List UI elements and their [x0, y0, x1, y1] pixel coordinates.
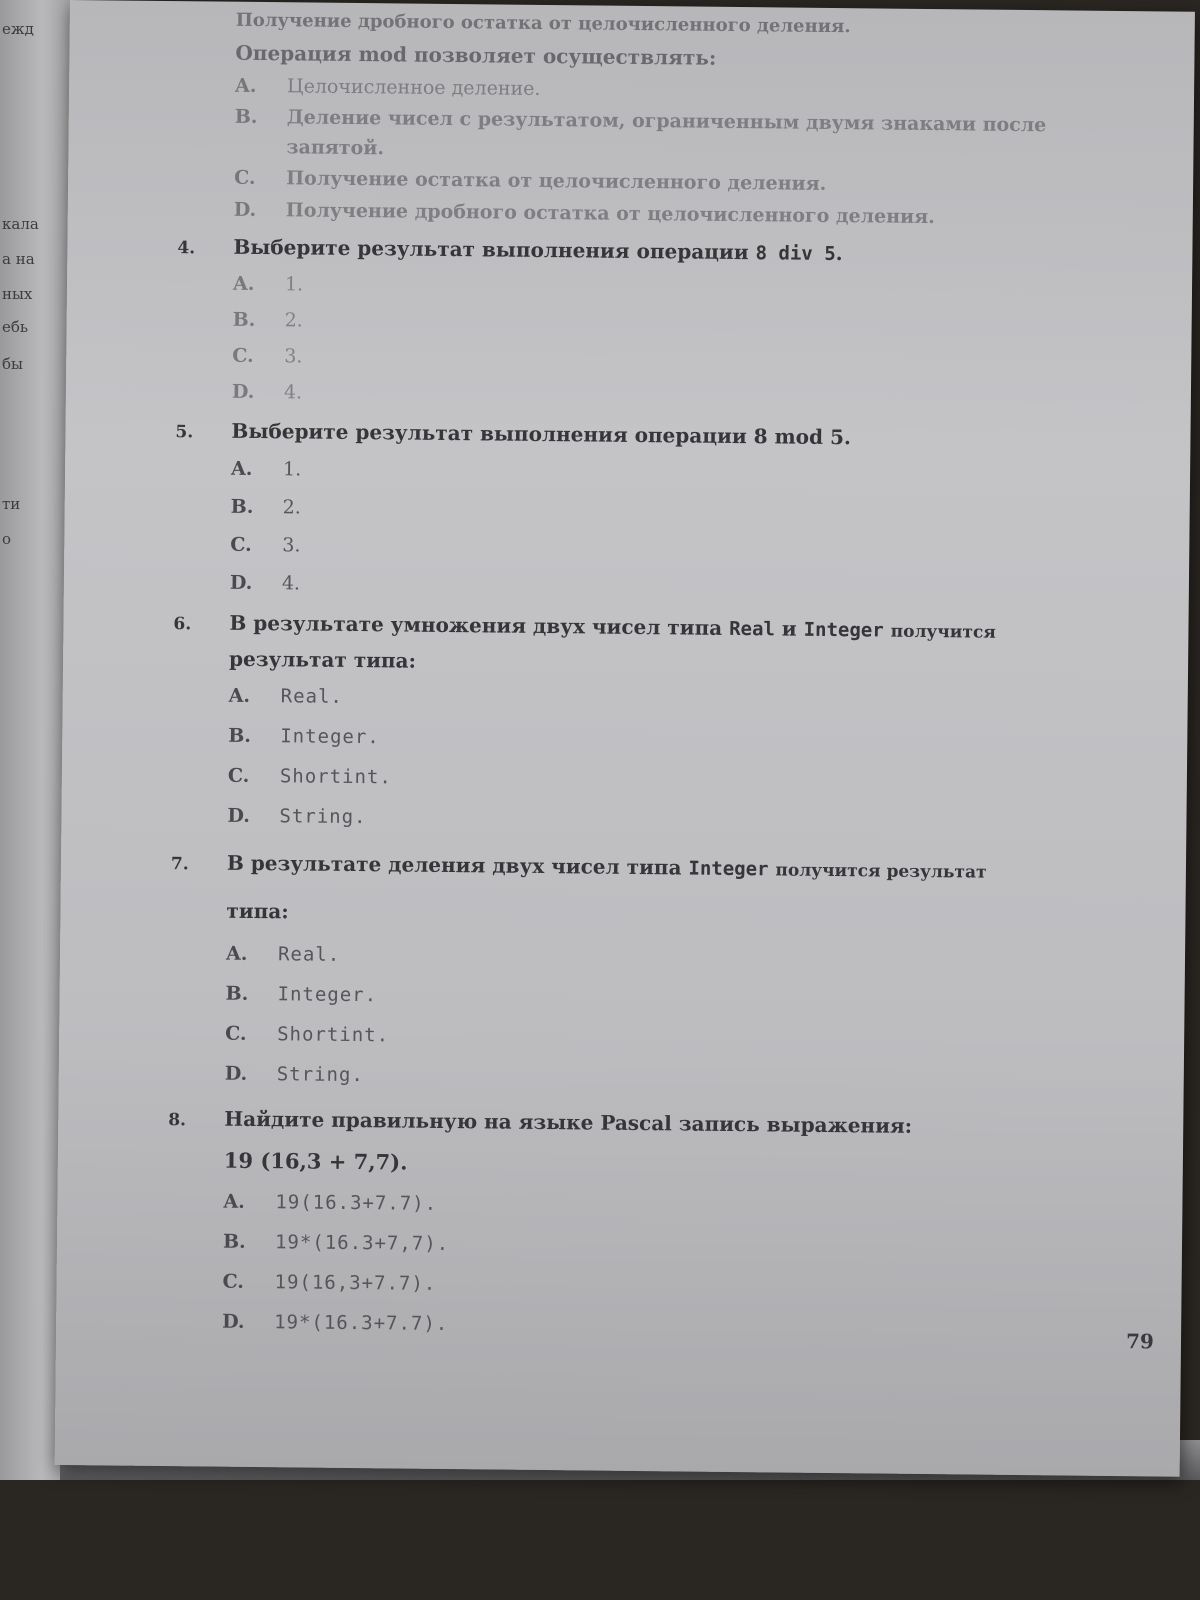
question-text-part: получится результат — [775, 860, 987, 883]
left-page-fragment: ти — [2, 495, 21, 513]
type-name: Real — [729, 617, 776, 641]
question-number: 6. — [173, 614, 192, 635]
option-letter: A. — [225, 942, 248, 965]
question-number: 5. — [175, 422, 194, 443]
option-letter: B. — [230, 495, 254, 518]
question-5 — [174, 413, 1056, 610]
question-text-part: результат типа: — [228, 646, 417, 673]
question-4 — [176, 229, 1058, 418]
option-letter: D. — [227, 804, 251, 827]
option-value: 19*(16.3+7,7). — [274, 1231, 450, 1256]
question-text-part: . — [835, 241, 843, 266]
option-value: 19*(16.3+7.7). — [274, 1311, 449, 1336]
question-text-part: и — [781, 616, 797, 641]
question-number: 7. — [170, 854, 189, 875]
option-letter: D. — [231, 380, 255, 403]
question-text-content: Операция mod позволяет осуществлять: — [235, 40, 717, 70]
option-letter: B. — [228, 724, 252, 747]
option — [171, 795, 1051, 844]
question-text-part: В результате деления двух чисел типа — [226, 850, 682, 880]
option-value: 4. — [283, 381, 303, 404]
page-number: 79 — [1125, 1329, 1154, 1354]
option-letter: D. — [233, 198, 257, 221]
left-page-fragment: кала — [2, 215, 39, 233]
question-text-part: Выберите результат выполнения операции — [233, 234, 749, 265]
left-page-fragment: ебь — [2, 318, 29, 336]
option-value: Получение остатка от целочисленного деления. — [286, 167, 827, 195]
option-value: Integer. — [277, 983, 378, 1007]
option-letter: C. — [230, 533, 252, 556]
option-value: 19(16.3+7.7). — [275, 1191, 438, 1215]
left-page-fragment: ных — [2, 285, 33, 303]
option-letter: D. — [222, 1310, 245, 1333]
question-number — [179, 59, 235, 60]
option-letter: D. — [224, 1062, 248, 1085]
option-letter: A. — [234, 74, 257, 97]
option-value: 1. — [284, 273, 304, 296]
option-letter: C. — [222, 1270, 245, 1293]
option-letter: C. — [225, 1022, 247, 1045]
option-value: 19(16,3+7.7). — [274, 1271, 437, 1295]
question-6 — [171, 605, 1053, 844]
option-letter: A. — [232, 272, 255, 295]
option-value: 1. — [282, 458, 302, 481]
option-letter: C. — [234, 166, 256, 189]
math-expression: 19 (16,3 + 7,7). — [223, 1147, 408, 1175]
option-value: String. — [279, 805, 367, 829]
option-letter: A. — [223, 1190, 245, 1213]
question-3 — [178, 35, 1060, 234]
option-value: 4. — [281, 572, 301, 595]
type-name: Integer — [803, 618, 884, 642]
option-letter: C. — [227, 764, 250, 787]
question-expression: 8 div 5 — [755, 242, 836, 266]
option-value: Integer. — [280, 725, 380, 749]
left-page-fragment: о — [2, 530, 12, 548]
option — [166, 1301, 1046, 1350]
option — [169, 1053, 1049, 1102]
option-letter: B. — [225, 982, 249, 1005]
option-letter: B. — [232, 308, 256, 331]
option-value: 2. — [282, 496, 301, 519]
left-page-fragment: бы — [2, 355, 23, 373]
option-value: Real. — [277, 943, 341, 966]
option-letter: B. — [222, 1230, 246, 1253]
option-letter: A. — [230, 457, 253, 480]
question-text — [170, 839, 1051, 942]
option-value: Деление чисел с результатом, ограниченным двумя знаками после запятой. — [286, 106, 1047, 160]
option-value: Real. — [280, 685, 344, 708]
option — [178, 101, 1059, 170]
question-number: 8. — [168, 1110, 187, 1131]
question-text — [173, 605, 1054, 684]
option-value: Целочисленное деление. — [286, 75, 541, 100]
cut-off-line: Получение дробного остатка от целочисленного деления. — [235, 9, 851, 38]
option-letter: C. — [232, 344, 254, 367]
left-page-fragment: ежд — [2, 20, 34, 38]
left-page-fragment: а на — [2, 250, 35, 268]
option-value: 2. — [284, 309, 303, 332]
option — [174, 563, 1054, 610]
question-text-part: Найдите правильную на языке Pascal запись выражения: — [224, 1106, 913, 1138]
question-text-content: Выберите результат выполнения операции 8 mod 5. — [231, 418, 852, 450]
book-page — [55, 0, 1195, 1477]
question-text-part: типа: — [226, 898, 289, 924]
question-text-part: получится — [890, 621, 996, 643]
question-7 — [169, 839, 1052, 1102]
option-value: String. — [276, 1063, 364, 1087]
option-value: Shortint. — [279, 765, 392, 789]
option-letter: B. — [234, 105, 258, 128]
question-text — [168, 1097, 1049, 1190]
type-name: Integer — [688, 857, 769, 881]
question-text-part: В результате умножения двух чисел типа — [229, 610, 723, 640]
option-value: Получение дробного остатка от целочисленного деления. — [285, 199, 935, 229]
option-letter: D. — [229, 571, 253, 594]
option-value: 3. — [284, 345, 303, 368]
question-number: 4. — [177, 238, 196, 259]
question-8 — [166, 1097, 1049, 1350]
page-content — [166, 1, 1060, 1350]
option-letter: A. — [228, 684, 251, 707]
option-value: 3. — [282, 534, 301, 557]
option-value: Shortint. — [277, 1023, 390, 1047]
